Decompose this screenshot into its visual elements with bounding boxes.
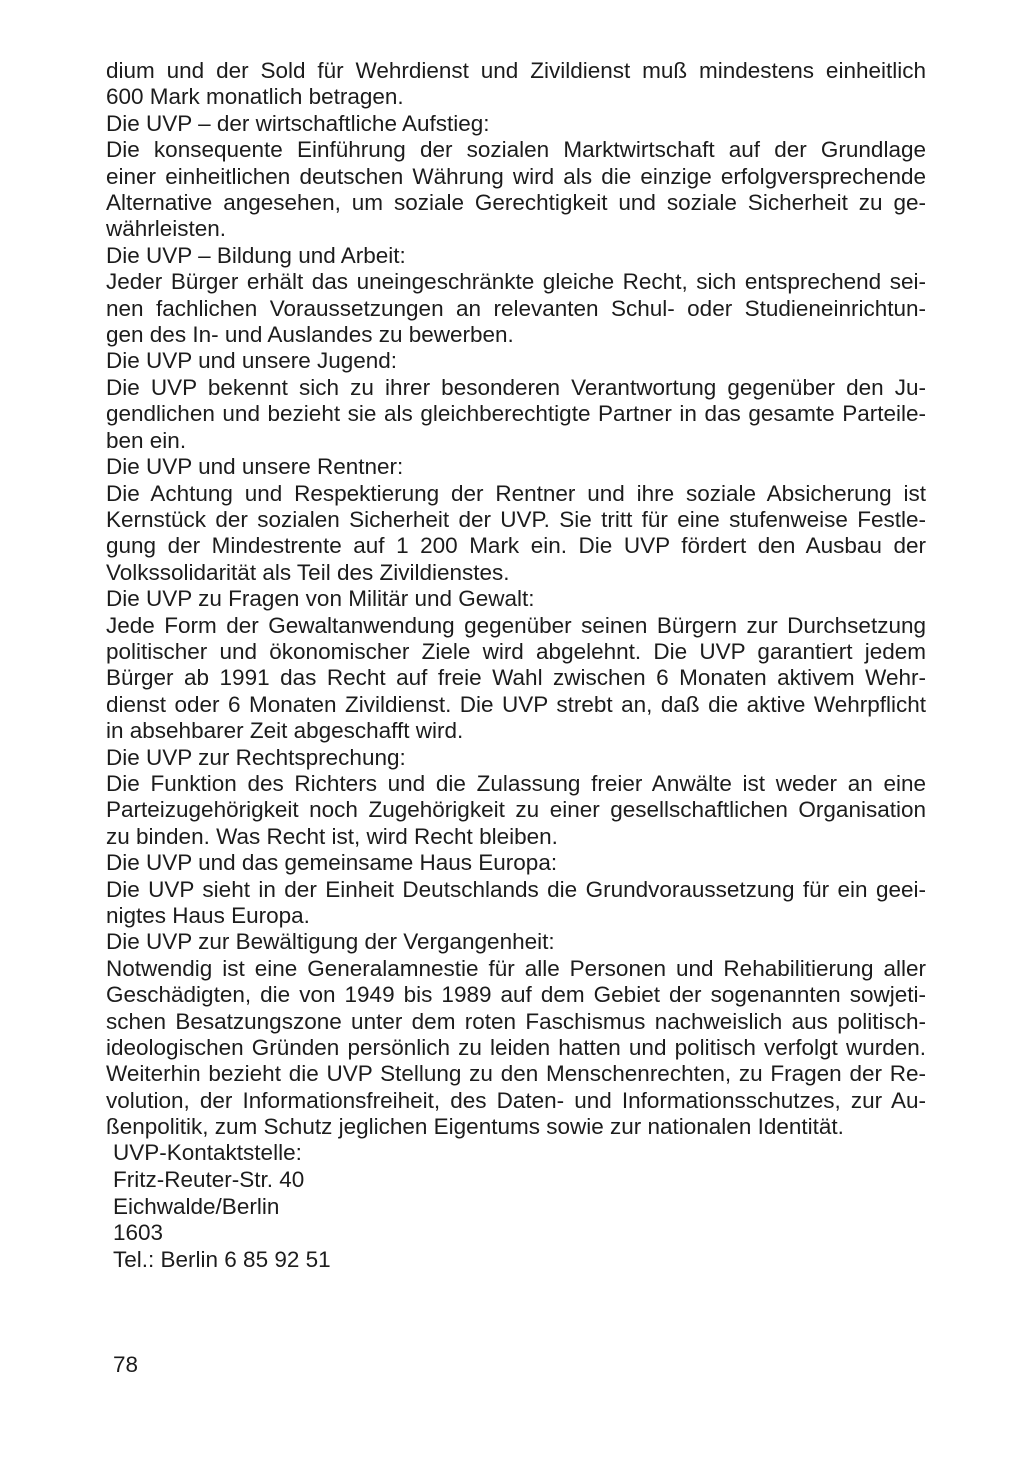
section-heading: Die UVP zur Rechtsprechung: — [106, 744, 406, 770]
section-heading: Die UVP – der wirtschaftliche Aufstieg: — [106, 110, 490, 136]
address-street: Fritz-Reuter-Str. 40 — [113, 1166, 305, 1192]
paragraph-line: dium und der Sold für Wehrdienst und Zivildienst muß mindestens einheitlich — [106, 58, 926, 83]
paragraph-line: ßenpolitik, zum Schutz jeglichen Eigentums sowie zur nationalen Identität. — [106, 1114, 844, 1140]
page-number: 78 — [113, 1352, 139, 1377]
contact-address — [113, 1140, 331, 1274]
section-heading: Die UVP zu Fragen von Militär und Gewalt: — [106, 586, 535, 612]
section-heading: Die UVP und unsere Rentner: — [106, 454, 404, 480]
paragraph-line: Notwendig ist eine Generalamnestie für alle Personen und Rehabilitierung aller — [106, 955, 926, 981]
paragraph-line: gen des In- und Auslandes zu bewerben. — [106, 322, 514, 348]
section-heading: Die UVP – Bildung und Arbeit: — [106, 242, 406, 268]
paragraph-line: währleisten. — [106, 216, 227, 242]
paragraph-line: Parteizugehörigkeit noch Zugehörigkeit zu einer gesellschaftlichen Organisation — [106, 797, 926, 823]
address-phone: Tel.: Berlin 6 85 92 51 — [113, 1247, 331, 1273]
section-heading: Die UVP und das gemeinsame Haus Europa: — [106, 850, 558, 876]
document-body — [106, 58, 926, 1141]
paragraph-line: volution, der Informationsfreiheit, des Daten- und Informationsschutzes, zur Au- — [106, 1087, 926, 1113]
paragraph-line: Alternative angesehen, um soziale Gerechtigkeit und soziale Sicherheit zu ge- — [106, 190, 926, 216]
paragraph-line: ben ein. — [106, 427, 187, 453]
paragraph-line: einer einheitlichen deutschen Währung wird als die einzige erfolgversprechende — [106, 163, 926, 189]
paragraph-line: zu binden. Was Recht ist, wird Recht bleiben. — [106, 823, 558, 849]
paragraph-line: Volkssolidarität als Teil des Zivildienstes. — [106, 559, 510, 585]
paragraph-line: Bürger ab 1991 das Recht auf freie Wahl zwischen 6 Monaten aktivem Wehr- — [106, 665, 926, 691]
paragraph-line: Die Achtung und Respektierung der Rentner und ihre soziale Absicherung ist — [106, 480, 926, 506]
paragraph-line: Die UVP sieht in der Einheit Deutschlands die Grundvoraussetzung für ein geei- — [106, 876, 926, 902]
paragraph-line: Die konsequente Einführung der sozialen Marktwirtschaft auf der Grundlage — [106, 137, 926, 163]
paragraph-line: Geschädigten, die von 1949 bis 1989 auf dem Gebiet der sogenannten sowjeti- — [106, 982, 926, 1008]
paragraph-line: schen Besatzungszone unter dem roten Faschismus nachweislich aus politisch- — [106, 1008, 926, 1034]
paragraph-line: Jeder Bürger erhält das uneingeschränkte gleiche Recht, sich entsprechend sei- — [106, 269, 926, 295]
section-heading: Die UVP und unsere Jugend: — [106, 348, 398, 374]
paragraph-line: nen fachlichen Voraussetzungen an relevanten Schul- oder Studieneinrichtun- — [106, 295, 926, 321]
paragraph-line: Die Funktion des Richters und die Zulassung freier Anwälte ist weder an eine — [106, 770, 926, 796]
paragraph-line: dienst oder 6 Monaten Zivildienst. Die UVP strebt an, daß die aktive Wehrpflicht — [106, 691, 926, 717]
paragraph-line: politischer und ökonomischer Ziele wird abgelehnt. Die UVP garantiert jedem — [106, 638, 926, 664]
paragraph-line: gendlichen und bezieht sie als gleichberechtigte Partner in das gesamte Parteile- — [106, 401, 926, 427]
paragraph-line: Weiterhin bezieht die UVP Stellung zu den Menschenrechten, zu Fragen der Re- — [106, 1061, 926, 1087]
address-postcode: 1603 — [113, 1220, 164, 1246]
address-label: UVP-Kontaktstelle: — [113, 1140, 302, 1165]
paragraph-line: Die UVP bekennt sich zu ihrer besonderen Verantwortung gegenüber den Ju- — [106, 374, 926, 400]
section-heading: Die UVP zur Bewältigung der Vergangenheit: — [106, 929, 555, 955]
paragraph-line: Jede Form der Gewaltanwendung gegenüber seinen Bürgern zur Durchsetzung — [106, 612, 926, 638]
paragraph-line: 600 Mark monatlich betragen. — [106, 84, 404, 110]
address-city: Eichwalde/Berlin — [113, 1193, 280, 1219]
paragraph-line: gung der Mindestrente auf 1 200 Mark ein. Die UVP fördert den Ausbau der — [106, 533, 926, 559]
paragraph-line: nigtes Haus Europa. — [106, 903, 310, 928]
paragraph-line: Kernstück der sozialen Sicherheit der UVP. Sie tritt für eine stufenweise Festle- — [106, 506, 926, 532]
paragraph-line: ideologischen Gründen persönlich zu leiden hatten und politisch verfolgt wurden. — [106, 1035, 926, 1061]
paragraph-line: in absehbarer Zeit abgeschafft wird. — [106, 718, 464, 744]
